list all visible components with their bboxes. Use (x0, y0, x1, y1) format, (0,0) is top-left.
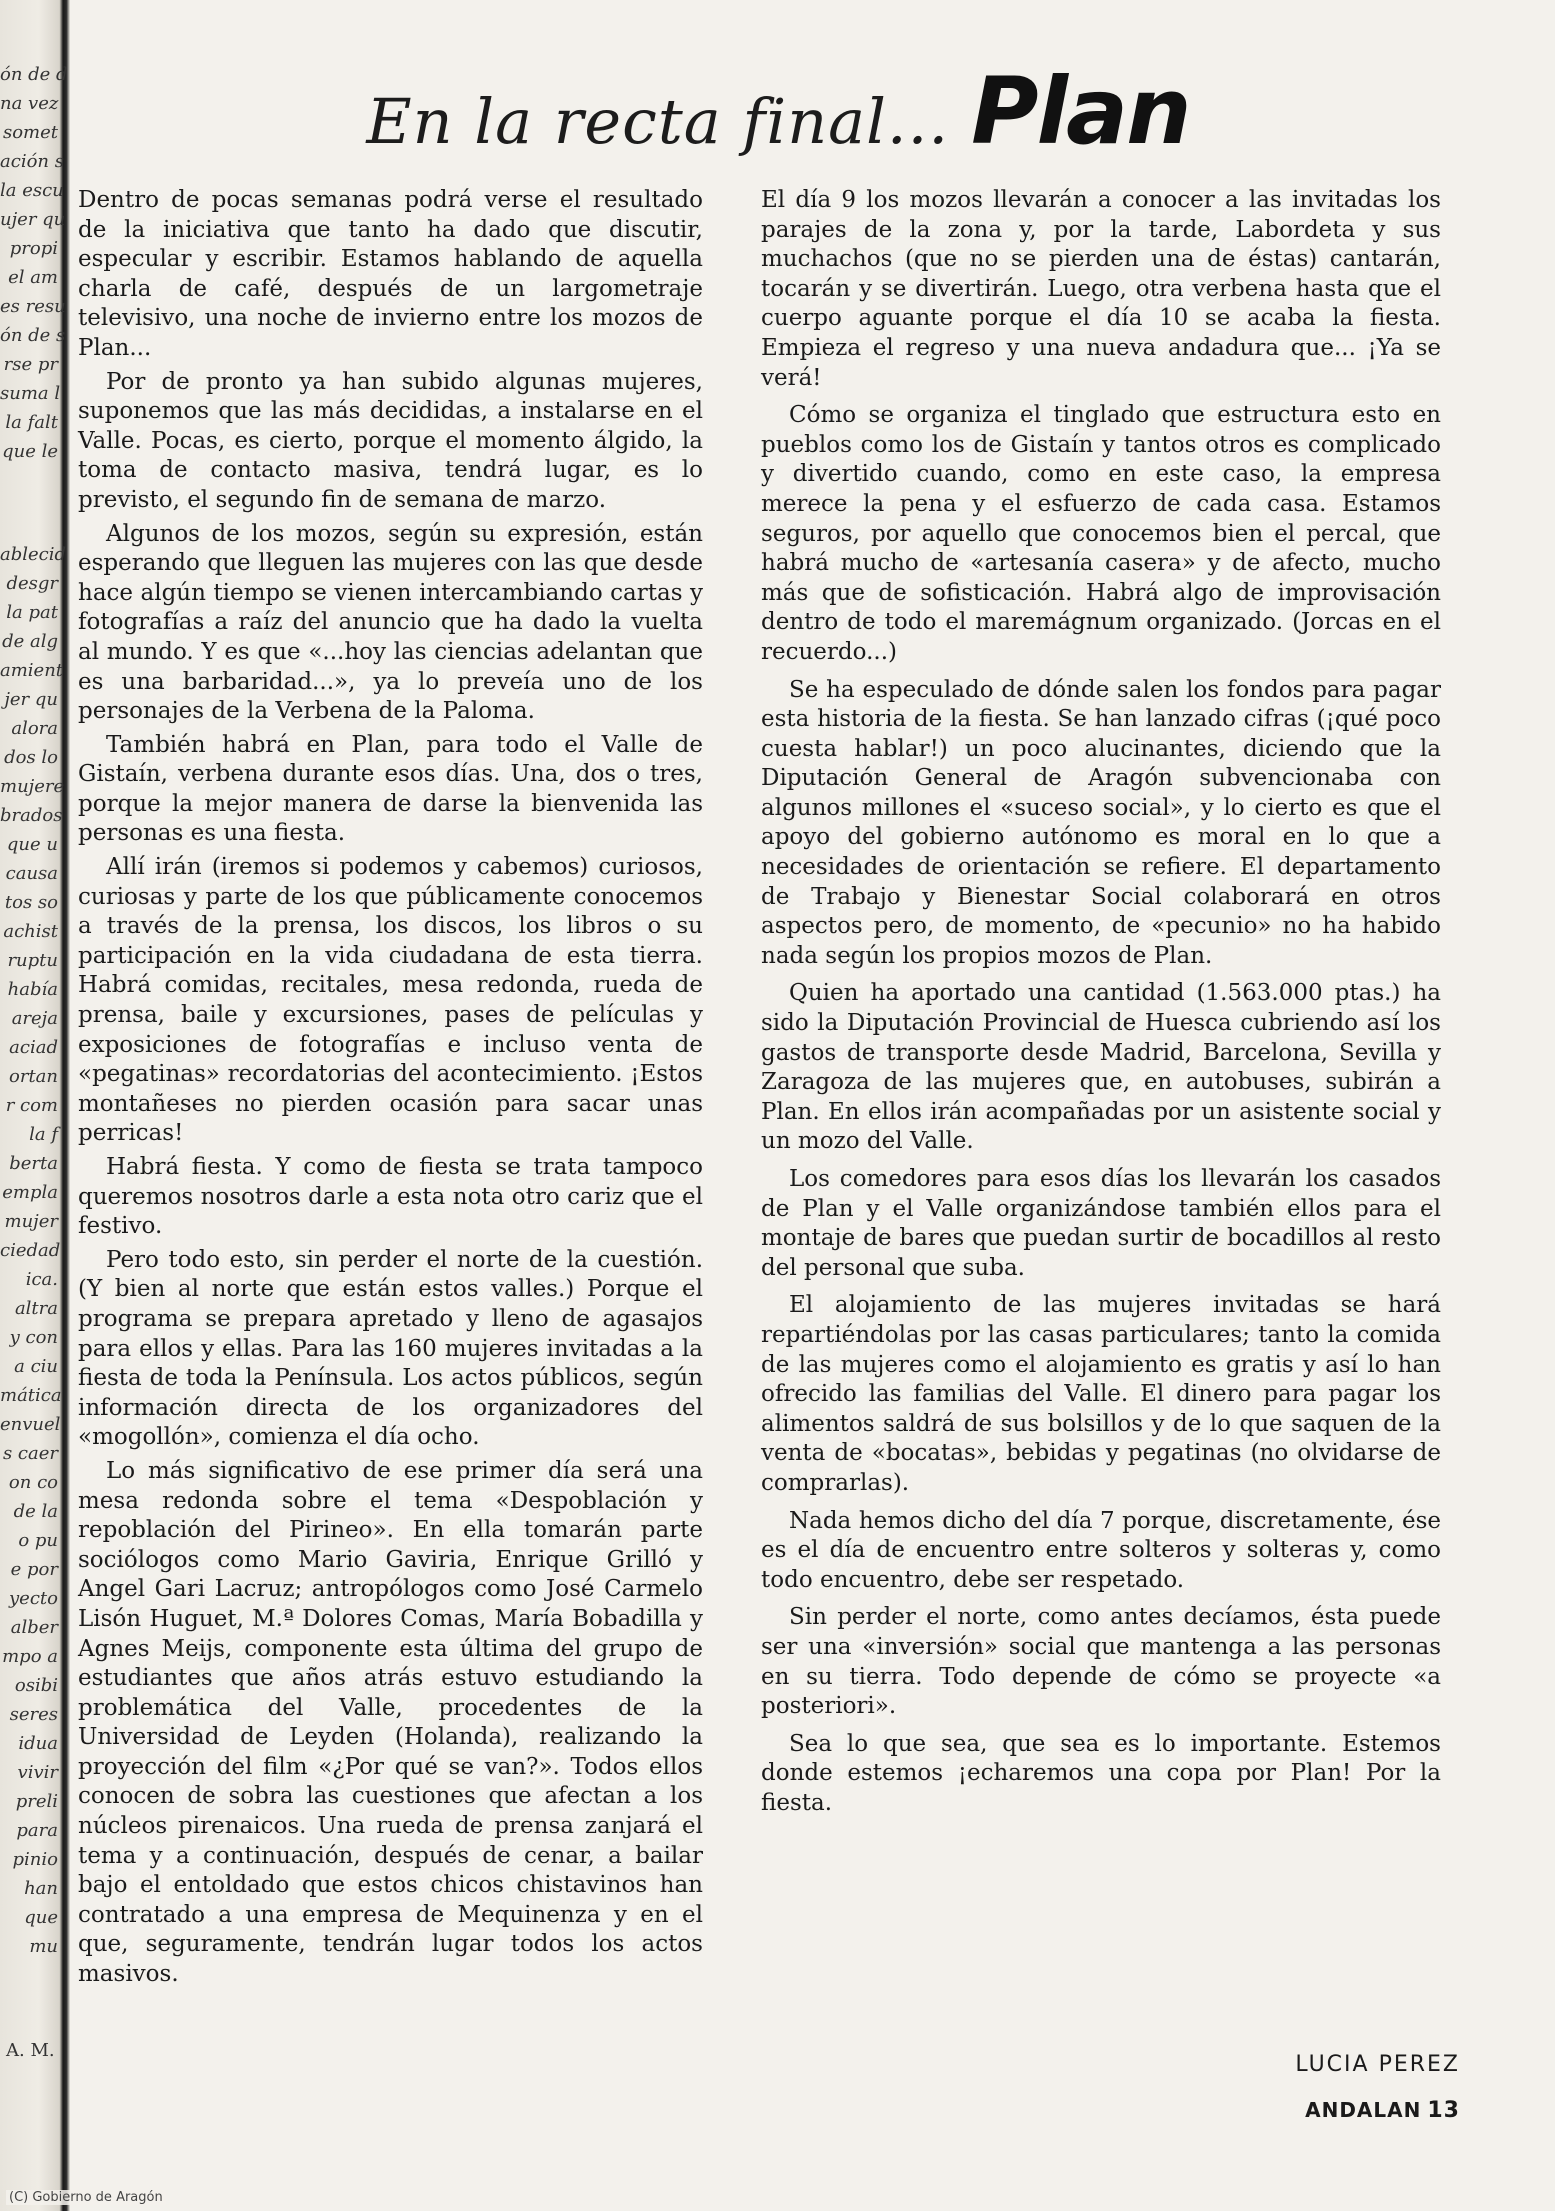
scan-credit: (C) Gobierno de Aragón (6, 2190, 166, 2205)
text-fragment: o pu (18, 1530, 58, 1551)
text-fragment: aciad (9, 1037, 58, 1058)
text-fragment: na vez (0, 93, 59, 114)
previous-page-edge (0, 0, 70, 2211)
article-column-left (78, 186, 703, 1994)
text-fragment: mujere (0, 776, 65, 797)
text-fragment: tos so (4, 892, 58, 913)
text-fragment: que (24, 1907, 58, 1928)
paragraph: Los comedores para esos días los llevarán los casados de Plan y el Valle organizándose también ellos para el montaje de bares que puedan surtir de bocadillos al resto del personal que suba. (761, 1166, 1441, 1281)
paragraph: Dentro de pocas semanas podrá verse el resultado de la iniciativa que tanto ha dado que discutir, especular y escribir. Estamos hablando de aquella charla de café, después de un largometraje televisivo, una noche de invierno entre los mozos de Plan... (78, 187, 703, 361)
text-fragment: de alg (2, 631, 58, 652)
text-fragment: mpo a (2, 1646, 58, 1667)
text-fragment: ón de s (0, 325, 66, 346)
text-fragment: osibi (14, 1675, 58, 1696)
paragraph: Algunos de los mozos, según su expresión, están esperando que lleguen las mujeres con las que desde hace algún tiempo se vienen intercambiando cartas y fotografías a raíz del anuncio que ha dado la vuelta al mundo. Y es que «...hoy las ciencias adelantan que es una barbaridad...», ya lo preveía uno de los personajes de la Verbena de la Paloma. (78, 520, 703, 725)
text-fragment: pinio (12, 1849, 58, 1870)
text-fragment: yecto (9, 1588, 58, 1609)
text-fragment: la pat (6, 602, 58, 623)
text-fragment: envuel (0, 1414, 61, 1435)
text-fragment: ación s (0, 151, 64, 172)
paragraph: Sea lo que sea, que sea es lo importante. Estemos donde estemos ¡echaremos una copa por Plan! Por la fiesta. (761, 1730, 1441, 1816)
page-footer (1305, 2098, 1460, 2123)
text-fragment: la falt (5, 412, 58, 433)
text-fragment: es resu (0, 296, 66, 317)
text-fragment: han (24, 1878, 58, 1899)
text-fragment: mática (0, 1385, 62, 1406)
article-title (78, 58, 1478, 165)
text-fragment: empla (2, 1182, 58, 1203)
text-fragment: que le (2, 441, 58, 462)
previous-page-text-middle (0, 540, 67, 1961)
paragraph: Cómo se organiza el tinglado que estructura esto en pueblos como los de Gistaín y tantos otros es complicado y divertido cuando, como en este caso, la empresa merece la pena y el esfuerzo de cada casa. Estamos seguros, por aquello que conocemos bien el percal, que habrá mucho de «artesanía casera» y de afecto, mucho más que de sofisticación. Habrá algo de improvisación dentro de todo el maremágnum organizado. (Jorcas en el recuerdo...) (761, 402, 1441, 665)
text-fragment: e por (10, 1559, 58, 1580)
text-fragment: el am (8, 267, 58, 288)
paragraph: También habrá en Plan, para todo el Valle de Gistaín, verbena durante esos días. Una, dos o tres, porque la mejor manera de darse la bienvenida las personas es una fiesta. (78, 731, 703, 847)
text-fragment: ablecid (0, 544, 67, 565)
text-fragment: rse pr (3, 354, 58, 375)
text-fragment: ruptu (7, 950, 58, 971)
text-fragment: causa (5, 863, 58, 884)
article-column-right (761, 186, 1441, 1826)
text-fragment: ortan (9, 1066, 58, 1087)
paragraph: Pero todo esto, sin perder el norte de la cuestión. (Y bien al norte que están estos valles.) Porque el programa se prepara apretado y lleno de agasajos para ellos y ellas. Para las 160 mujeres invitadas a la fiesta de toda la Península. Los actos públicos, según información directa de los organizadores del «mogollón», comienza el día ocho. (78, 1246, 703, 1451)
text-fragment: suma l (0, 383, 61, 404)
text-fragment: vivir (17, 1762, 58, 1783)
text-fragment: mujer (4, 1211, 58, 1232)
previous-page-text-top (0, 60, 68, 466)
text-fragment: dos lo (4, 747, 58, 768)
text-fragment: alber (10, 1617, 58, 1638)
paragraph: Por de pronto ya han subido algunas mujeres, suponemos que las más decididas, a instalarse en el Valle. Pocas, es cierto, porque el momento álgido, la toma de contacto masiva, tendrá lugar, es lo previsto, el segundo fin de semana de marzo. (78, 368, 703, 513)
text-fragment: la escu (0, 180, 64, 201)
text-fragment: ón de d (0, 64, 68, 85)
page-number: 13 (1427, 2098, 1460, 2123)
paragraph: El día 9 los mozos llevarán a conocer a las invitadas los parajes de la zona y, por la tarde, Labordeta y sus muchachos (que no se pierden una de éstas) cantarán, tocarán y se divertirán. Luego, otra verbena hasta que el cuerpo aguante porque el día 10 se acaba la fiesta. Empieza el regreso y una nueva andadura que... ¡Ya se verá! (761, 187, 1441, 391)
paragraph: El alojamiento de las mujeres invitadas se hará repartiéndolas por las casas particulares; tanto la comida de las mujeres como el alojamiento es gratis y así lo han ofrecido las familias del Valle. El dinero para pagar los alimentos saldrá de sus bolsillos y de lo que saquen de la venta de «bocatas», bebidas y pegatinas (no olvidarse de comprarlas). (761, 1292, 1441, 1496)
paragraph: Habrá fiesta. Y como de fiesta se trata tampoco queremos nosotros darle a esta nota otro cariz que el festivo. (78, 1154, 703, 1240)
text-fragment: mu (29, 1936, 58, 1957)
paragraph: Lo más significativo de ese primer día será una mesa redonda sobre el tema «Despoblación y repoblación del Pirineo». En ella tomarán parte sociólogos como Mario Gaviria, Enrique Grilló y Angel Gari Lacruz; antropólogos como José Carmelo Lisón Huguet, M.ª Dolores Comas, María Bobadilla y Agnes Meijs, componente esta última del grupo de estudiantes que años atrás estuvo estudiando la problemática del Valle, procedentes de la Universidad de Leyden (Holanda), realizando la proyección del film «¿Por qué se van?». Todos ellos conocen de sobra las cuestiones que afectan a los núcleos pirenaicos. Una rueda de prensa zanjará el tema y a continuación, después de cenar, a bailar bajo el entoldado que estos chicos chistavinos han contratado a una empresa de Mequinenza y en el que, seguramente, tendrán lugar todos los actos masivos. (78, 1457, 703, 1988)
text-fragment: on co (8, 1472, 58, 1493)
text-fragment: para (16, 1820, 58, 1841)
article-page (78, 0, 1478, 2211)
text-fragment: ujer qu (0, 209, 66, 230)
text-fragment: ica. (25, 1269, 58, 1290)
text-fragment: somet (2, 122, 58, 143)
text-fragment: berta (9, 1153, 58, 1174)
text-fragment: altra (14, 1298, 58, 1319)
author-byline: LUCIA PEREZ (1295, 2052, 1460, 2077)
text-fragment: alora (11, 718, 58, 739)
text-fragment: desgr (6, 573, 58, 594)
previous-page-signature: A. M. (6, 2040, 55, 2061)
text-fragment: que u (6, 834, 58, 855)
text-fragment: preli (15, 1791, 58, 1812)
paragraph: Se ha especulado de dónde salen los fondos para pagar esta historia de la fiesta. Se han lanzado cifras (¡qué poco cuesta hablar!) un poco alucinantes, diciendo que la Diputación General de Aragón subvencionaba con algunos millones el «suceso social», y lo cierto es que el apoyo del gobierno autónomo es moral en lo que a necesidades de orientación se refiere. El departamento de Trabajo y Bienestar Social colaborará en otros aspectos pero, de momento, de «pecunio» no ha habido nada según los propios mozos de Plan. (761, 676, 1441, 969)
text-fragment: había (7, 979, 58, 1000)
text-fragment: ciedad (0, 1240, 61, 1261)
text-fragment: r com (5, 1095, 58, 1116)
text-fragment: areja (11, 1008, 58, 1029)
text-fragment: seres (9, 1704, 58, 1725)
paragraph: Sin perder el norte, como antes decíamos, ésta puede ser una «inversión» social que mantenga a las personas en su tierra. Todo depende de cómo se proyecte «a posteriori». (761, 1604, 1441, 1720)
text-fragment: la f (29, 1124, 58, 1145)
paragraph: Allí irán (iremos si podemos y cabemos) curiosos, curiosas y parte de los que públicamente conocemos a través de la prensa, los discos, los libros o su participación en la vida ciudadana de esta tierra. Habrá comidas, recitales, mesa redonda, rueda de prensa, baile y excursiones, pases de películas y exposiciones de fotografías e incluso venta de «pegatinas» recordatorias del acontecimiento. ¡Estos montañeses no pierden ocasión para sacar unas perricas! (78, 854, 703, 1147)
title-name: Plan (971, 58, 1190, 165)
title-lead: En la recta final... (366, 85, 950, 158)
text-fragment: a ciu (14, 1356, 58, 1377)
text-fragment: jer qu (4, 689, 58, 710)
text-fragment: de la (13, 1501, 58, 1522)
publication-name: ANDALAN (1305, 2098, 1422, 2122)
paragraph: Quien ha aportado una cantidad (1.563.000 ptas.) ha sido la Diputación Provincial de Huesca cubriendo así los gastos de transporte desde Madrid, Barcelona, Sevilla y Zaragoza de las mujeres que, en autobuses, subirán a Plan. En ellos irán acompañadas por un asistente social y un mozo del Valle. (761, 980, 1441, 1155)
text-fragment: brados (0, 805, 63, 826)
text-fragment: s caer (2, 1443, 58, 1464)
text-fragment: y con (9, 1327, 58, 1348)
paragraph: Nada hemos dicho del día 7 porque, discretamente, ése es el día de encuentro entre solteros y solteras y, como todo encuentro, debe ser respetado. (761, 1507, 1441, 1593)
text-fragment: propi (9, 238, 58, 259)
text-fragment: idua (18, 1733, 58, 1754)
text-fragment: amient (0, 660, 64, 681)
text-fragment: achist (3, 921, 58, 942)
